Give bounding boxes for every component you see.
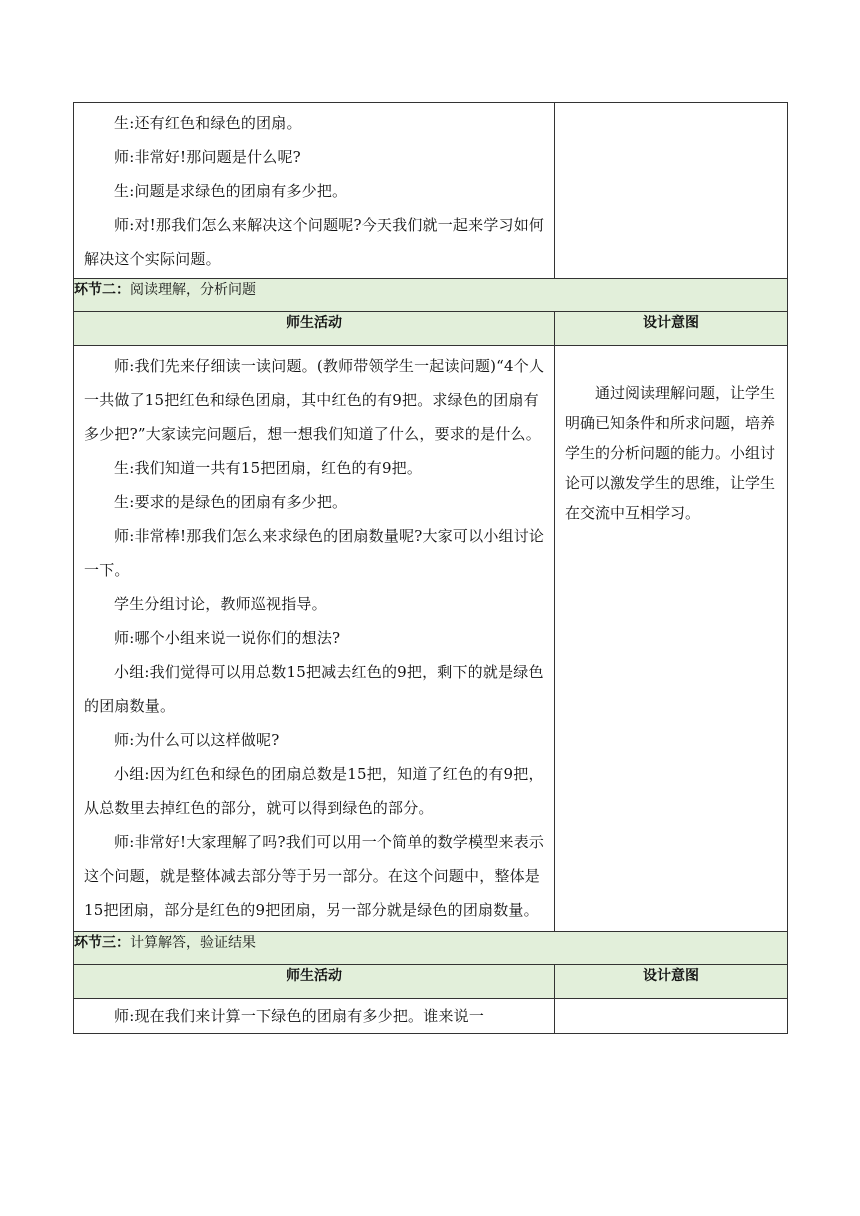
column-header-activity: 师生活动 — [74, 965, 555, 999]
dialogue-line: 学生分组讨论，教师巡视指导。 — [114, 595, 327, 613]
dialogue-line: 生:问题是求绿色的团扇有多少把。 — [114, 182, 348, 200]
column-header-intent: 设计意图 — [555, 312, 788, 346]
section-3-intent-cell — [555, 999, 788, 1034]
section-2-header-row — [74, 279, 788, 312]
section-2-label: 环节二： — [74, 282, 130, 298]
continuation-row — [74, 103, 788, 279]
continuation-intent-cell — [555, 103, 788, 279]
lesson-plan-table — [73, 102, 788, 1034]
dialogue-line: 生:要求的是绿色的团扇有多少把。 — [114, 493, 348, 511]
section-3-column-header-row — [74, 965, 788, 999]
section-2-title-text: 阅读理解，分析问题 — [130, 282, 256, 298]
column-header-intent: 设计意图 — [555, 965, 788, 999]
section-3-label: 环节三： — [74, 935, 130, 951]
dialogue-line: 师:现在我们来计算一下绿色的团扇有多少把。谁来说一 — [114, 1007, 485, 1025]
dialogue-line: 师:非常好!大家理解了吗?我们可以用一个简单的数学模型来表示这个问题，就是整体减去部分等于另一部分。在这个问题中，整体是15把团扇，部分是红色的9把团扇，另一部分就是绿色的团扇数量。 — [84, 833, 545, 919]
column-header-activity: 师生活动 — [74, 312, 555, 346]
dialogue-line: 师:对!那我们怎么来解决这个问题呢?今天我们就一起来学习如何解决这个实际问题。 — [84, 216, 545, 268]
section-2-activity-cell — [74, 346, 555, 932]
dialogue-line: 师:非常棒!那我们怎么来求绿色的团扇数量呢?大家可以小组讨论一下。 — [84, 527, 545, 579]
dialogue-line: 师:为什么可以这样做呢? — [114, 731, 280, 749]
section-3-activity-cell — [74, 999, 555, 1034]
section-3-content-row — [74, 999, 788, 1034]
section-3-title — [74, 932, 788, 965]
continuation-activity-cell — [74, 103, 555, 279]
section-2-intent-cell — [555, 346, 788, 932]
section-2-column-header-row — [74, 312, 788, 346]
section-2-content-row — [74, 346, 788, 932]
dialogue-line: 师:我们先来仔细读一读问题。(教师带领学生一起读问题)“4个人一共做了15把红色和绿色团扇，其中红色的有9把。求绿色的团扇有多少把?”大家读完问题后，想一想我们知道了什么，要求的是什么。 — [84, 357, 545, 443]
section-2-title — [74, 279, 788, 312]
design-intent-text: 通过阅读理解问题，让学生明确已知条件和所求问题，培养学生的分析问题的能力。小组讨论可以激发学生的思维，让学生在交流中互相学习。 — [565, 384, 776, 522]
dialogue-line: 师:哪个小组来说一说你们的想法? — [114, 629, 341, 647]
section-3-title-text: 计算解答，验证结果 — [130, 935, 256, 951]
dialogue-line: 生:还有红色和绿色的团扇。 — [114, 114, 302, 132]
section-3-header-row — [74, 932, 788, 965]
dialogue-line: 师:非常好!那问题是什么呢? — [114, 148, 301, 166]
dialogue-line: 小组:我们觉得可以用总数15把减去红色的9把，剩下的就是绿色的团扇数量。 — [84, 663, 544, 715]
dialogue-line: 小组:因为红色和绿色的团扇总数是15把，知道了红色的有9把，从总数里去掉红色的部分，就可以得到绿色的部分。 — [84, 765, 544, 817]
dialogue-line: 生:我们知道一共有15把团扇，红色的有9把。 — [114, 459, 423, 477]
